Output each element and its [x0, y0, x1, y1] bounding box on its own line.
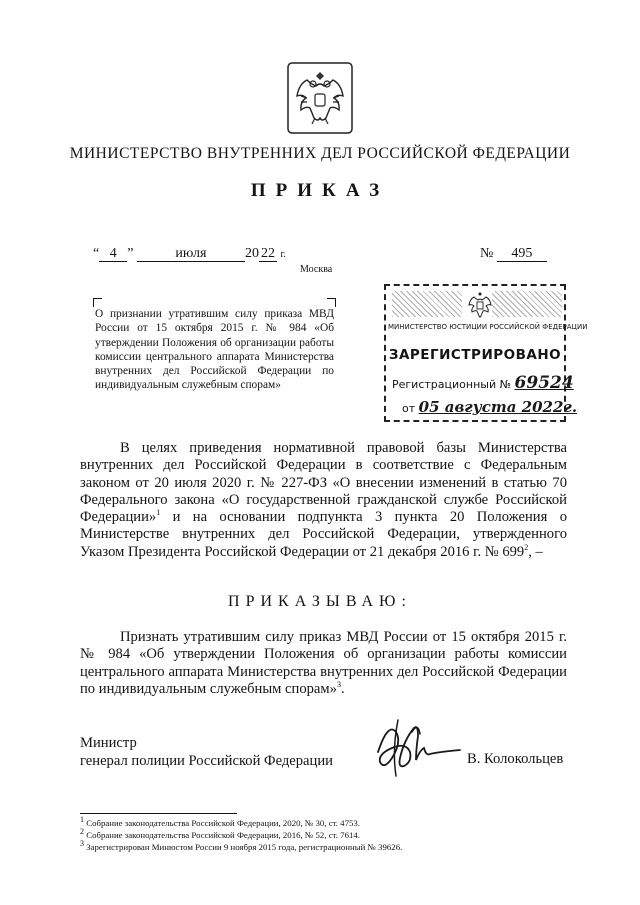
signatory-position	[80, 734, 333, 770]
footnote-3	[80, 841, 402, 853]
stamp-organization: МИНИСТЕРСТВО ЮСТИЦИИ РОССИЙСКОЙ ФЕДЕРАЦИИ	[388, 323, 588, 331]
year-prefix: 20	[244, 246, 259, 261]
preamble	[80, 440, 567, 561]
quote-open: “	[93, 246, 100, 261]
order-text: Признать утратившим силу приказ МВД России от 15 октября 2015 г. № 984 «Об утверждении Положения об организации работы комиссии центрального аппарата Министерства внутренних дел Российской Федерации по индивидуальным служебным спорам»	[80, 629, 567, 697]
date-field	[93, 246, 286, 262]
footnote-ref-1: 1	[156, 508, 161, 518]
date-month: июля	[137, 246, 245, 262]
title-corner-right	[327, 298, 336, 307]
coat-of-arms-emblem	[287, 62, 353, 134]
number-label: №	[480, 246, 494, 261]
position-line-1: Министр	[80, 735, 137, 751]
year-suffix: 22	[260, 246, 275, 261]
stamp-reg-date: 05 августа 2022г.	[418, 398, 578, 416]
city: Москва	[300, 264, 333, 275]
preamble-part2: и на основании подпункта 3 пункта 20 Положения о Министерстве внутренних дел Российской Федерации, утвержденного Указом Президента Российской Федерации от 21 декабря 2016 г. № 699	[80, 509, 567, 560]
date-day: 4	[99, 246, 127, 262]
ministry-name: МИНИСТЕРСТВО ВНУТРЕННИХ ДЕЛ РОССИЙСКОЙ ФЕДЕРАЦИИ	[69, 145, 571, 162]
order-number: 495	[497, 246, 547, 262]
title-corner-left	[93, 298, 102, 307]
footnote-ref-3: 3	[336, 680, 341, 690]
footnote-2-text: Собрание законодательства Российской Федерации, 2016, № 52, ст. 7614.	[84, 830, 360, 840]
stamp-emblem-icon	[466, 289, 494, 319]
stamp-hatching-right	[492, 291, 562, 317]
signatory-name: В. Колокольцев	[467, 751, 564, 767]
footnotes	[80, 817, 402, 853]
order-text-end: .	[340, 680, 345, 697]
footnote-1-number: 1	[80, 815, 84, 825]
position-line-2: генерал полиции Российской Федерации	[80, 753, 333, 769]
preamble-part3: , –	[528, 543, 543, 560]
year-unit: г.	[280, 249, 286, 260]
orders-heading: ПРИКАЗЫВАЮ:	[228, 593, 412, 610]
stamp-registered: ЗАРЕГИСТРИРОВАНО	[388, 347, 562, 363]
quote-close: ”	[127, 246, 134, 261]
footnote-1	[80, 817, 402, 829]
document-type: ПРИКАЗ	[250, 180, 390, 201]
stamp-from-label: от	[402, 402, 416, 415]
footnote-2-number: 2	[80, 827, 84, 837]
footnote-1-text: Собрание законодательства Российской Федерации, 2020, № 30, ст. 4753.	[84, 818, 360, 828]
footnote-3-text: Зарегистрирован Минюстом России 9 ноября 2015 года, регистрационный № 39626.	[84, 842, 403, 852]
stamp-date-line	[402, 398, 577, 416]
handwritten-signature	[368, 712, 464, 784]
document-title: О признании утратившим силу приказа МВД России от 15 октября 2015 г. № 984 «Об утверждении Положения об организации работы комиссии центрального аппарата Министерства внутренних дел Российской Федерации по индивидуальным служебным спорам»	[95, 308, 334, 392]
stamp-reg-line	[392, 373, 574, 393]
order-paragraph	[80, 629, 567, 698]
footnote-ref-2: 2	[524, 542, 529, 552]
stamp-reg-number: 69524	[514, 373, 574, 393]
number-field	[480, 246, 547, 262]
footnote-3-number: 3	[80, 839, 84, 849]
footnote-2	[80, 829, 402, 841]
stamp-hatching-left	[392, 291, 462, 317]
stamp-reg-label: Регистрационный №	[392, 378, 512, 391]
footnote-divider	[80, 813, 237, 814]
preamble-part1: В целях приведения нормативной правовой базы Министерства внутренних дел Российской Федерации в соответствие с Федеральным законом от 20 июля 2020 г. № 227-ФЗ «О внесении изменений в статью 70 Федерального закона «О государственной гражданской службе Российской Федерации»	[80, 440, 567, 526]
